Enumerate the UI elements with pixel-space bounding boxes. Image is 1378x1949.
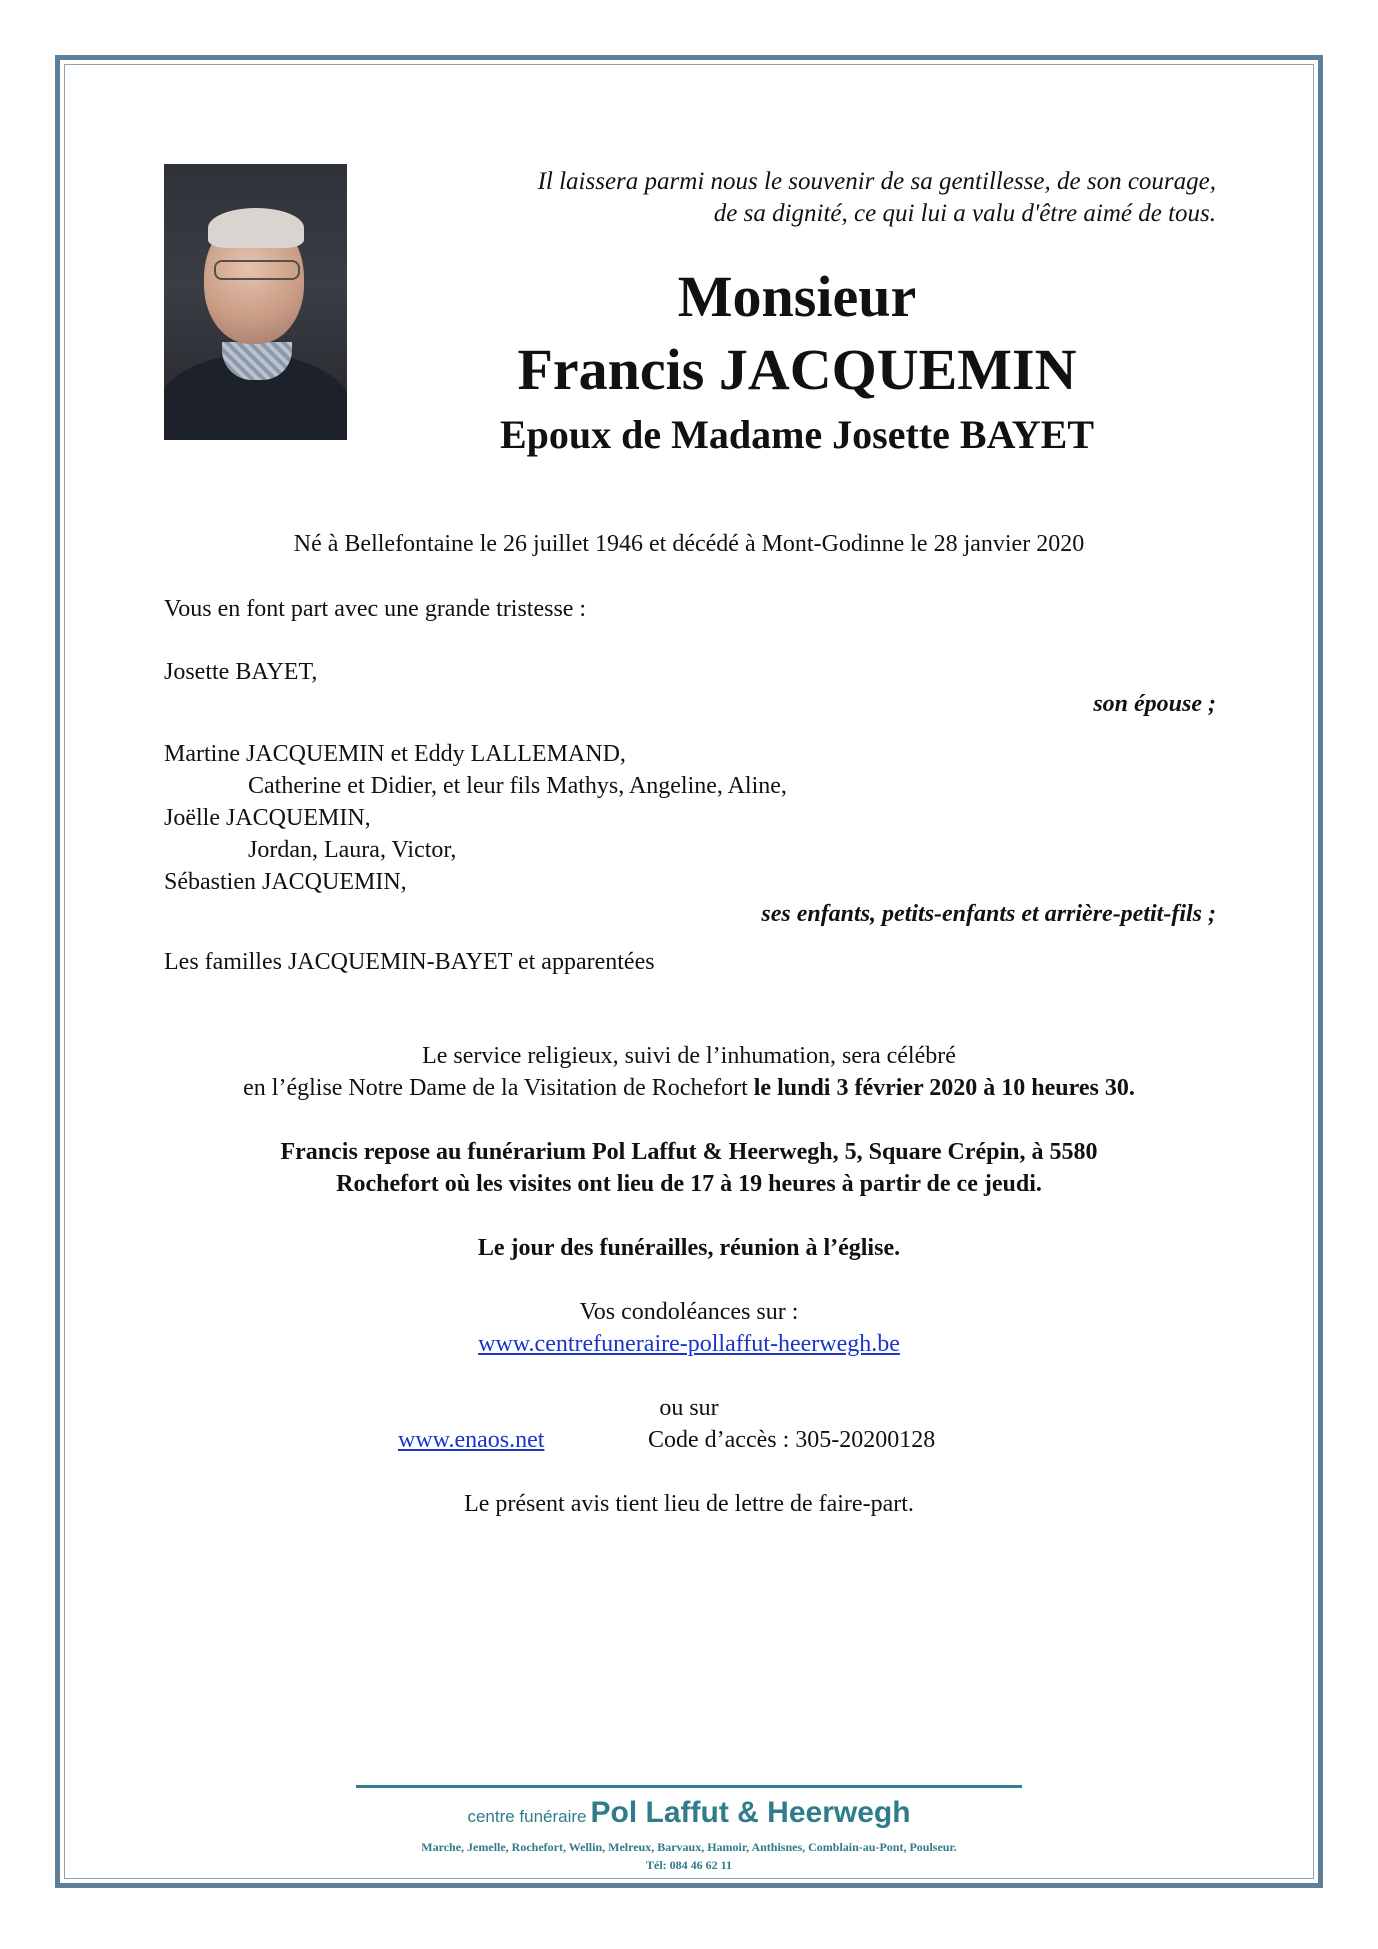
- other-families: Les familles JACQUEMIN-BAYET et apparentées: [164, 949, 655, 975]
- visits-line-2: Rochefort où les visites ont lieu de 17 à 19 heures à partir de ce jeudi.: [336, 1171, 1042, 1197]
- family-line-2: Catherine et Didier, et leur fils Mathys, Angeline, Aline,: [248, 773, 787, 799]
- condolences-link-main[interactable]: www.centrefuneraire-pollaffut-heerwegh.be: [478, 1331, 900, 1357]
- service-line-2: en l’église Notre Dame de la Visitation de Rochefort le lundi 3 février 2020 à 10 heures 30.: [243, 1075, 1135, 1101]
- condolences-link-enaos[interactable]: www.enaos.net: [398, 1427, 545, 1453]
- funeral-home-logo: [356, 1796, 1022, 1830]
- children-role: ses enfants, petits-enfants et arrière-petit-fils ;: [761, 901, 1216, 927]
- or-label: ou sur: [659, 1395, 719, 1421]
- portrait-photo: [164, 164, 347, 440]
- family-line-5: Sébastien JACQUEMIN,: [164, 869, 407, 895]
- quote-line-2: de sa dignité, ce qui lui a valu d'être aimé de tous.: [713, 200, 1216, 227]
- footer-locations: Marche, Jemelle, Rochefort, Wellin, Melreux, Barvaux, Hamoir, Anthisnes, Comblain-au-Pont, Poulseur.: [421, 1840, 957, 1854]
- spouse-name: Josette BAYET,: [164, 659, 318, 685]
- family-line-4: Jordan, Laura, Victor,: [248, 837, 457, 863]
- condolences-label: Vos condoléances sur :: [579, 1299, 799, 1325]
- family-line-1: Martine JACQUEMIN et Eddy LALLEMAND,: [164, 741, 626, 767]
- honorific: Monsieur: [677, 264, 917, 329]
- announcement: Vous en font part avec une grande tristesse :: [164, 596, 587, 622]
- deceased-name: Francis JACQUEMIN: [517, 337, 1077, 402]
- closing-note: Le présent avis tient lieu de lettre de faire-part.: [464, 1491, 914, 1517]
- spouse-role: son épouse ;: [1093, 691, 1216, 717]
- service-date: le lundi 3 février 2020 à 10 heures 30.: [753, 1075, 1135, 1101]
- spouse-heading: Epoux de Madame Josette BAYET: [499, 412, 1095, 457]
- service-line-1: Le service religieux, suivi de l’inhumation, sera célébré: [422, 1043, 956, 1069]
- gathering-note: Le jour des funérailles, réunion à l’église.: [477, 1235, 901, 1261]
- memorial-quote: [396, 166, 1216, 230]
- footer-divider: [356, 1785, 1022, 1788]
- visits-line-1: Francis repose au funérarium Pol Laffut & Heerwegh, 5, Square Crépin, à 5580: [280, 1139, 1098, 1165]
- quote-line-1: Il laissera parmi nous le souvenir de sa gentillesse, de son courage,: [537, 168, 1216, 195]
- birth-death-line: Né à Bellefontaine le 26 juillet 1946 et décédé à Mont-Godinne le 28 janvier 2020: [293, 531, 1085, 557]
- family-line-3: Joëlle JACQUEMIN,: [164, 805, 371, 831]
- brand-name: Pol Laffut & Heerwegh: [590, 1796, 911, 1829]
- footer-phone: Tél: 084 46 62 11: [646, 1858, 732, 1872]
- access-code: Code d’accès : 305-20200128: [648, 1427, 936, 1453]
- brand-small-text: centre funéraire: [467, 1807, 587, 1826]
